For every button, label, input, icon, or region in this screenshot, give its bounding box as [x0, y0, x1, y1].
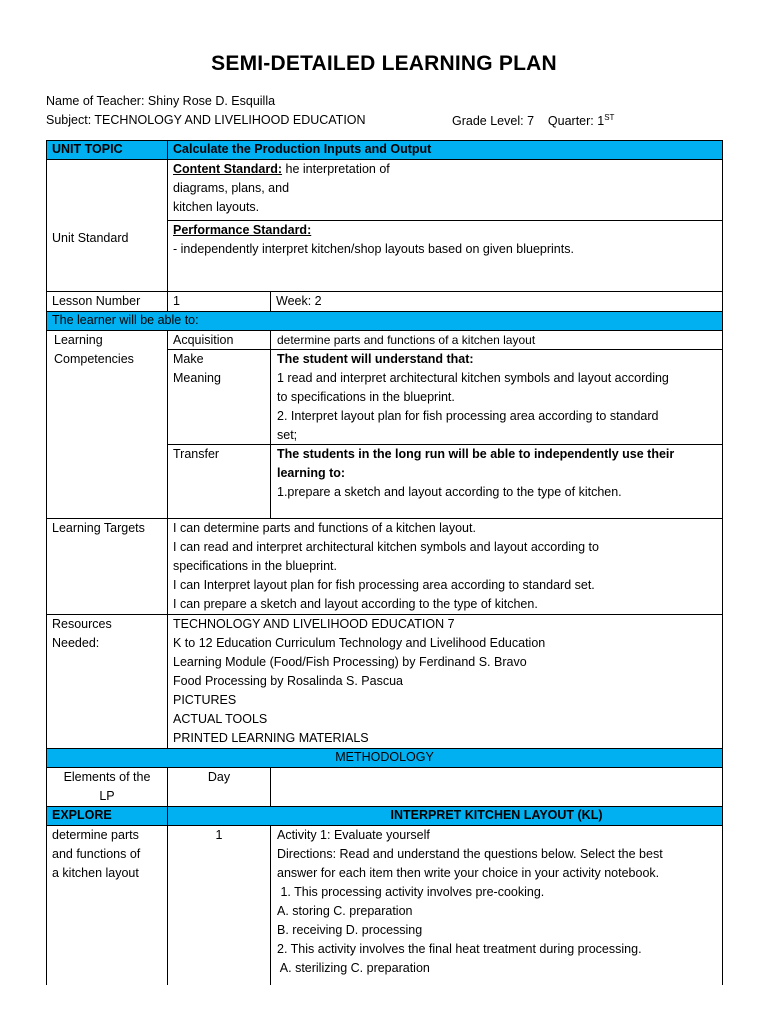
resource-1: K to 12 Education Curriculum Technology and Livelihood Education: [173, 636, 546, 650]
learning-target-3: I can Interpret layout plan for fish processing area according to standard set.: [173, 578, 595, 592]
make-meaning-line-1: to specifications in the blueprint.: [277, 390, 455, 404]
resource-5: ACTUAL TOOLS: [173, 712, 268, 726]
explore-row-day: 1: [215, 828, 223, 842]
learning-targets-text: [173, 519, 718, 614]
lesson-label: Lesson Number: [52, 294, 141, 308]
resource-6: PRINTED LEARNING MATERIALS: [173, 731, 369, 745]
learning-targets-label: Learning Targets: [52, 521, 145, 535]
content-line-1: diagrams, plans, and: [173, 181, 290, 195]
transfer-label: Transfer: [173, 447, 220, 461]
grade-quarter-line: [452, 113, 614, 128]
subject-value: TECHNOLOGY AND LIVELIHOOD EDUCATION: [94, 113, 366, 127]
explore-row-label: [52, 826, 164, 886]
teacher-name: Shiny Rose D. Esquilla: [147, 94, 276, 108]
activity-line-4: A. storing C. preparation: [277, 904, 413, 918]
make-meaning-heading: The student will understand that:: [277, 352, 474, 366]
day-header: Day: [207, 770, 231, 784]
make-meaning-text: [277, 350, 719, 444]
transfer-heading-line-1: learning to:: [277, 466, 346, 480]
explore-row-label-line-1: and functions of: [52, 847, 141, 861]
lesson-number: 1: [173, 294, 180, 308]
explore-row-label-line-2: a kitchen layout: [52, 866, 139, 880]
make-meaning-label-line-0: Make: [173, 352, 204, 366]
resources-label-line-1: Needed:: [52, 636, 100, 650]
subject-label: Subject:: [46, 113, 92, 127]
make-meaning-label-line-1: Meaning: [173, 371, 221, 385]
methodology-banner: METHODOLOGY: [335, 750, 434, 764]
resources-label: [52, 615, 164, 655]
resources-label-line-0: Resources: [52, 617, 112, 631]
explore-label: EXPLORE: [52, 808, 112, 822]
performance-standard-label: Performance Standard:: [173, 223, 312, 237]
grade-value: 7: [527, 114, 535, 129]
resources-list: [173, 615, 718, 748]
make-meaning-line-0: 1 read and interpret architectural kitchen symbols and layout according: [277, 371, 669, 385]
activity-line-1: Directions: Read and understand the questions below. Select the best: [277, 847, 663, 861]
competencies-label-line-0: Learning: [54, 333, 103, 347]
content-standard-label: Content Standard:: [173, 162, 283, 176]
elements-label-line-1: LP: [99, 789, 115, 803]
learning-target-0: I can determine parts and functions of a kitchen layout.: [173, 521, 476, 535]
activity-line-0: Activity 1: Evaluate yourself: [277, 828, 430, 842]
performance-standard: [173, 221, 718, 289]
make-meaning-label: [173, 350, 268, 390]
unit-topic-label: UNIT TOPIC: [52, 142, 123, 156]
transfer-text: [277, 445, 719, 517]
explore-row-activity: [277, 826, 719, 984]
activity-line-7: A. sterilizing C. preparation: [277, 961, 430, 975]
acquisition-label: Acquisition: [173, 333, 234, 347]
subject-line: [46, 113, 366, 127]
explore-title: INTERPRET KITCHEN LAYOUT (KL): [390, 808, 603, 822]
activity-line-6: 2. This activity involves the final heat treatment during processing.: [277, 942, 642, 956]
learner-banner: The learner will be able to:: [52, 313, 199, 327]
learning-target-2: specifications in the blueprint.: [173, 559, 337, 573]
content-line-0: he interpretation of: [282, 162, 390, 176]
page-title: SEMI-DETAILED LEARNING PLAN: [211, 52, 557, 75]
learning-target-1: I can read and interpret architectural kitchen symbols and layout according to: [173, 540, 599, 554]
resource-4: PICTURES: [173, 693, 237, 707]
transfer-line-0: 1.prepare a sketch and layout according to the type of kitchen.: [277, 485, 622, 499]
elements-label: [47, 768, 167, 806]
activity-line-2: answer for each item then write your choice in your activity notebook.: [277, 866, 660, 880]
activity-line-5: B. receiving D. processing: [277, 923, 423, 937]
resource-2: Learning Module (Food/Fish Processing) by Ferdinand S. Bravo: [173, 655, 527, 669]
teacher-label: Name of Teacher:: [46, 94, 145, 108]
resource-0: TECHNOLOGY AND LIVELIHOOD EDUCATION 7: [173, 617, 455, 631]
lesson-week: Week: 2: [276, 294, 322, 308]
competencies-label-line-1: Competencies: [54, 352, 134, 366]
transfer-heading-line-0: The students in the long run will be able to independently use their: [277, 447, 675, 461]
quarter-value: 1: [597, 114, 605, 129]
elements-label-line-0: Elements of the: [63, 770, 151, 784]
content-standard: [173, 160, 718, 220]
teacher-line: [46, 94, 275, 108]
activity-line-3: 1. This processing activity involves pre-cooking.: [277, 885, 545, 899]
performance-standard-text: - independently interpret kitchen/shop layouts based on given blueprints.: [173, 242, 574, 256]
resource-3: Food Processing by Rosalinda S. Pascua: [173, 674, 403, 688]
quarter-sup: ST: [604, 113, 615, 122]
unit-standard-label: Unit Standard: [52, 231, 129, 245]
learning-target-4: I can prepare a sketch and layout according to the type of kitchen.: [173, 597, 538, 611]
quarter-label: Quarter:: [547, 114, 594, 129]
grade-label: Grade Level:: [452, 114, 524, 129]
explore-row-label-line-0: determine parts: [52, 828, 139, 842]
competencies-label: [54, 331, 164, 371]
unit-topic-value: Calculate the Production Inputs and Output: [173, 142, 432, 156]
make-meaning-line-2: 2. Interpret layout plan for fish processing area according to standard: [277, 409, 659, 423]
acquisition-text: determine parts and functions of a kitchen layout: [277, 333, 536, 347]
make-meaning-line-3: set;: [277, 428, 298, 442]
content-line-2: kitchen layouts.: [173, 200, 260, 214]
